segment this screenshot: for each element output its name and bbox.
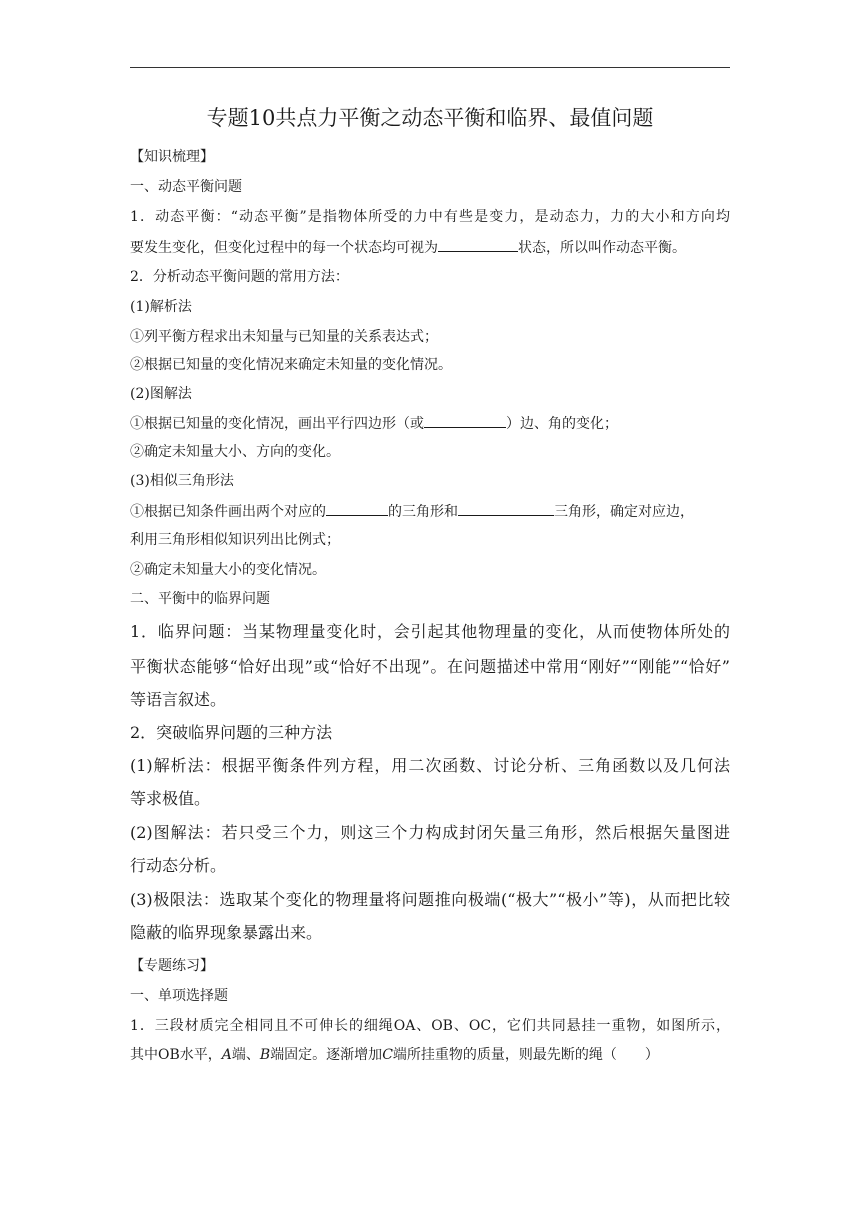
heading-single-choice: 一、单项选择题 xyxy=(130,988,228,1004)
page-title: 专题10共点力平衡之动态平衡和临界、最值问题 xyxy=(206,106,654,130)
fill-blank xyxy=(438,237,518,252)
paragraph-line: 2．分析动态平衡问题的常用方法： xyxy=(130,269,349,285)
paragraph-line: 等语言叙述。 xyxy=(130,690,227,709)
paragraph-line: 利用三角形相似知识列出比例式； xyxy=(130,532,340,548)
paragraph-line: 等求极值。 xyxy=(130,789,211,808)
section-knowledge: 【知识梳理】 xyxy=(130,149,214,165)
paragraph-line: ①根据已知量的变化情况，画出平行四边形（或 ）边、角的变化； xyxy=(130,413,618,434)
paragraph-line: (1)解析法：根据平衡条件列方程，用二次函数、讨论分析、三角函数以及几何法 xyxy=(130,756,730,775)
paragraph-line: ①根据已知条件画出两个对应的 的三角形和 三角形，确定对应边， xyxy=(130,501,694,522)
heading-dynamic-equilibrium: 一、动态平衡问题 xyxy=(130,179,242,195)
paragraph-line: 隐蔽的临界现象暴露出来。 xyxy=(130,923,323,942)
paragraph-line: 要发生变化，但变化过程中的每一个状态均可视为 状态，所以叫作动态平衡。 xyxy=(130,237,686,258)
question-line: 其中OB水平，A端、B端固定。逐渐增加C端所挂重物的质量，则最先断的绳（ ） xyxy=(130,1047,659,1063)
paragraph-line: 1．动态平衡：“动态平衡”是指物体所受的力中有些是变力，是动态力，力的大小和方向均 xyxy=(130,209,730,225)
paragraph-line: (3)极限法：选取某个变化的物理量将问题推向极端(“极大”“极小”等)，从而把比较 xyxy=(130,890,730,909)
paragraph-line: (2)图解法：若只受三个力，则这三个力构成封闭矢量三角形，然后根据矢量图进 xyxy=(130,823,730,842)
paragraph-line: ①列平衡方程求出未知量与已知量的关系表达式； xyxy=(130,329,438,345)
fill-blank xyxy=(424,413,506,428)
paragraph-line: 平衡状态能够“恰好出现”或“恰好不出现”。在问题描述中常用“刚好”“刚能”“恰好” xyxy=(130,657,730,676)
fill-blank xyxy=(458,501,554,516)
method-heading: (3)相似三角形法 xyxy=(130,473,234,489)
header-rule xyxy=(130,67,730,68)
paragraph-line: 行动态分析。 xyxy=(130,856,227,875)
paragraph-line: ②根据已知量的变化情况来确定未知量的变化情况。 xyxy=(130,357,452,373)
fill-blank xyxy=(326,501,388,516)
question-line: 1．三段材质完全相同且不可伸长的细绳OA、OB、OC，它们共同悬挂一重物，如图所示， xyxy=(130,1018,730,1034)
heading-critical-problems: 二、平衡中的临界问题 xyxy=(130,591,270,607)
section-practice: 【专题练习】 xyxy=(130,958,214,974)
paragraph-line: 1．临界问题：当某物理量变化时，会引起其他物理量的变化，从而使物体所处的 xyxy=(130,622,730,641)
paragraph-line: 2．突破临界问题的三种方法 xyxy=(130,723,333,742)
paragraph-line: ②确定未知量大小、方向的变化。 xyxy=(130,444,340,460)
paragraph-line: ②确定未知量大小的变化情况。 xyxy=(130,562,326,578)
method-heading: (2)图解法 xyxy=(130,386,192,402)
method-heading: (1)解析法 xyxy=(130,299,192,315)
